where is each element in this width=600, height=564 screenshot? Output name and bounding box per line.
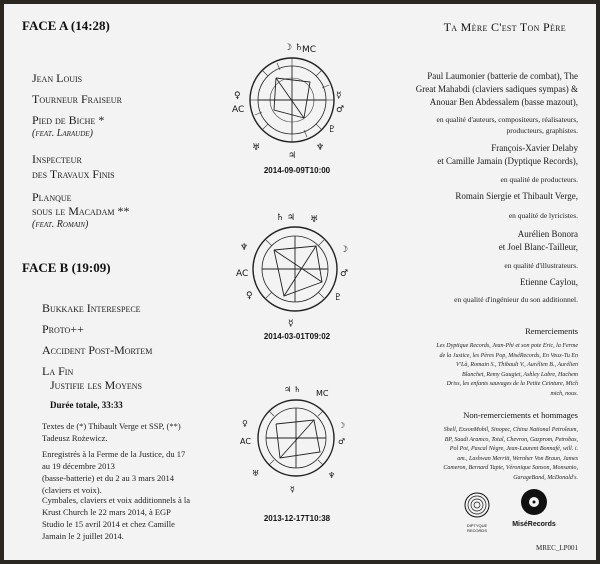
svg-text:♃: ♃ (288, 151, 297, 160)
over-line3: Studio le 15 avril 2014 et chez Camille (42, 519, 175, 529)
svg-text:♇: ♇ (334, 293, 343, 303)
chart-date-1: 2014-09-09T10:00 (263, 166, 331, 175)
texts-line2: Tadeusz Rożewicz. (42, 433, 108, 443)
role-authors-line2: producteurs, graphistes. (506, 126, 578, 135)
thanks-line2: de la Justice, les Pères Pop, MiséRecords, En Veux-Tu En (439, 352, 578, 359)
producers-line2: et Camille Jamain (Dyptique Records), (437, 156, 578, 166)
track-inspecteur-line1: Inspecteur (32, 152, 82, 166)
svg-text:☿: ☿ (288, 319, 294, 328)
credits-illustrators (358, 228, 578, 254)
thanks-line3: V'Là, Romain S., Thibault V., Aurélien B., Aurélien (456, 362, 578, 368)
svg-text:AC: AC (236, 269, 249, 279)
astro-wheel-2 (236, 210, 354, 328)
track-proto: Proto++ (42, 322, 84, 336)
role-producers: en qualité de producteurs. (500, 175, 578, 184)
illustrators-line2: et Joel Blanc-Tailleur, (498, 242, 578, 252)
svg-text:♃ ♄: ♃ ♄ (284, 385, 301, 394)
credits-sound-engineer: Etienne Caylou, (520, 277, 578, 287)
thanks-line6: mich, nous. (550, 390, 578, 397)
texts-line1: Textes de (*) Thibault Verge et SSP, (**) (42, 421, 181, 431)
astro-wheel-1 (232, 40, 352, 160)
no-thanks-line6: GarageBand, McDonald's. (513, 474, 578, 481)
svg-text:♂: ♂ (338, 437, 346, 446)
astro-chart-3 (240, 382, 352, 494)
svg-text:♀: ♀ (234, 91, 241, 101)
misc-records-label: MiséRecords (512, 521, 556, 528)
svg-text:♀: ♀ (246, 291, 253, 301)
svg-text:AC: AC (240, 437, 251, 446)
producers-line1: François-Xavier Delaby (491, 143, 578, 153)
chart-date-2: 2014-03-01T09:02 (263, 332, 331, 341)
credits-lyricists: Romain Siergie et Thibault Verge, (455, 191, 578, 201)
track-la-fin-line1: La Fin (42, 364, 74, 378)
illustrators-line1: Aurélien Bonora (517, 229, 578, 239)
track-pied-de-biche: Pied de Biche * (32, 113, 105, 127)
svg-text:♄ ♃: ♄ ♃ (276, 213, 295, 223)
svg-text:☽: ☽ (338, 421, 346, 430)
track-inspecteur-line2: des Travaux Finis (32, 167, 115, 181)
track-planque-line1: Planque (32, 190, 72, 204)
svg-text:♇: ♇ (328, 125, 337, 135)
svg-text:♆: ♆ (328, 471, 336, 480)
feat-romain: (feat. Romain) (32, 219, 89, 230)
rec-line4: (claviers et voix). (42, 485, 102, 495)
role-sound-engineer: en qualité d'ingénieur du son additionnel. (454, 295, 578, 304)
svg-text:♂: ♂ (340, 269, 349, 279)
track-tourneur-fraiseur: Tourneur Fraiseur (32, 92, 122, 106)
sleeve-back (4, 4, 596, 560)
rec-line1: Enregistrés à la Ferme de la Justice, du 17 (42, 449, 186, 459)
astro-chart-1 (232, 40, 352, 160)
track-jean-louis: Jean Louis (32, 71, 83, 85)
no-thanks-line2: BP, Saudi Aramco, Total, Chevron, Gazprom, Petrobas, (444, 436, 578, 443)
svg-text:☽: ☽ (340, 245, 349, 255)
svg-text:MC: MC (316, 389, 329, 398)
rec-line2: au 19 décembre 2013 (42, 461, 115, 471)
svg-text:♅: ♅ (252, 469, 260, 478)
total-duration: Durée totale, 33:33 (50, 400, 123, 410)
svg-text:AC: AC (232, 105, 245, 115)
thanks-line1: Les Dyptique Records, Jean-Phi et son pote Eric, la Ferme (436, 343, 578, 349)
no-thanks-line4: am., Lashwan Merritt, Wernher Von Braun, James (457, 455, 578, 462)
catalog-number: MREC_LP001 (535, 544, 578, 552)
credits-producers (358, 142, 578, 168)
svg-text:♆: ♆ (240, 243, 249, 253)
track-bukkake: Bukkake Interespece (42, 301, 141, 315)
svg-text:MC: MC (302, 45, 317, 55)
thanks-line5: Driss, les enfants sauvages de la Petite Ceinture, Mich (446, 381, 578, 387)
credits-band (358, 70, 578, 109)
no-thanks-text (378, 426, 578, 483)
svg-text:♅: ♅ (252, 143, 261, 153)
astro-wheel-3 (240, 382, 352, 494)
role-authors (358, 114, 578, 136)
no-thanks-line1: Shell, ExxonMobil, Sinopec, China National Petroleum, (443, 427, 578, 433)
over-line4: Jamain le 2 juillet 2014. (42, 531, 124, 541)
vinyl-record-icon (520, 488, 548, 516)
feat-laraude: (feat. Laraude) (32, 128, 93, 139)
thanks-text (378, 342, 578, 399)
band-line1: Paul Laumonier (batterie de combat), The (427, 71, 578, 81)
track-accident: Accident Post-Mortem (42, 343, 153, 357)
chart-date-3: 2013-12-17T10:38 (263, 514, 331, 523)
recording-notes (42, 448, 242, 496)
role-illustrators: en qualité d'illustrateurs. (504, 261, 578, 270)
rec-line3: (basse-batterie) et du 2 au 3 mars 2014 (42, 473, 174, 483)
svg-text:♆: ♆ (316, 143, 325, 153)
svg-text:☿: ☿ (290, 485, 295, 494)
track-la-fin-line2: Justifie les Moyens (50, 378, 143, 392)
misc-records-logo (508, 488, 560, 528)
track-planque-line2: sous le Macadam ** (32, 204, 130, 218)
no-thanks-heading: Non-remerciements et hommages (463, 410, 578, 420)
thanks-heading: Remerciements (525, 326, 578, 336)
overdub-notes (42, 494, 247, 542)
diptyque-logo (462, 492, 492, 533)
no-thanks-line5: Cameron, Bernard Tapie, Véronique Sanson, Monsanto, (443, 465, 578, 471)
face-a-heading: FACE A (14:28) (22, 18, 110, 33)
no-thanks-line3: Pol Pot, Pascal Nègre, Jean-Laurent Bonnafé, will. i. (449, 446, 578, 452)
thanks-line4: Blanchet, Remy Gaugiet, Ashley Labre, Hachem (462, 371, 578, 378)
diptyque-label: DIPTYQUE RECORDS (466, 523, 488, 533)
svg-text:☽ ♄: ☽ ♄ (284, 43, 303, 53)
svg-text:♅: ♅ (310, 215, 319, 225)
face-b-heading: FACE B (19:09) (22, 260, 111, 275)
over-line1: Cymbales, claviers et voix additionnels à la (42, 495, 191, 505)
lyrics-credits (42, 420, 242, 444)
band-line3: Anouar Ben Abdessalem (basse mazout), (429, 97, 578, 107)
role-lyricists: en qualité de lyricistes. (508, 211, 578, 220)
astro-chart-2 (236, 210, 354, 328)
over-line2: Krust Church le 22 mars 2014, à EGP (42, 507, 171, 517)
svg-text:♂: ♂ (336, 105, 345, 115)
svg-text:♀: ♀ (242, 419, 248, 428)
album-title: Ta Mère C'est Ton Père (443, 20, 566, 34)
role-authors-line1: en qualité d'auteurs, compositeurs, réalisateurs, (436, 115, 578, 124)
band-line2: Great Mahabdi (claviers sadiques sympas) & (415, 84, 578, 94)
svg-text:☿: ☿ (336, 91, 342, 101)
diptyque-emblem-icon (464, 492, 490, 518)
